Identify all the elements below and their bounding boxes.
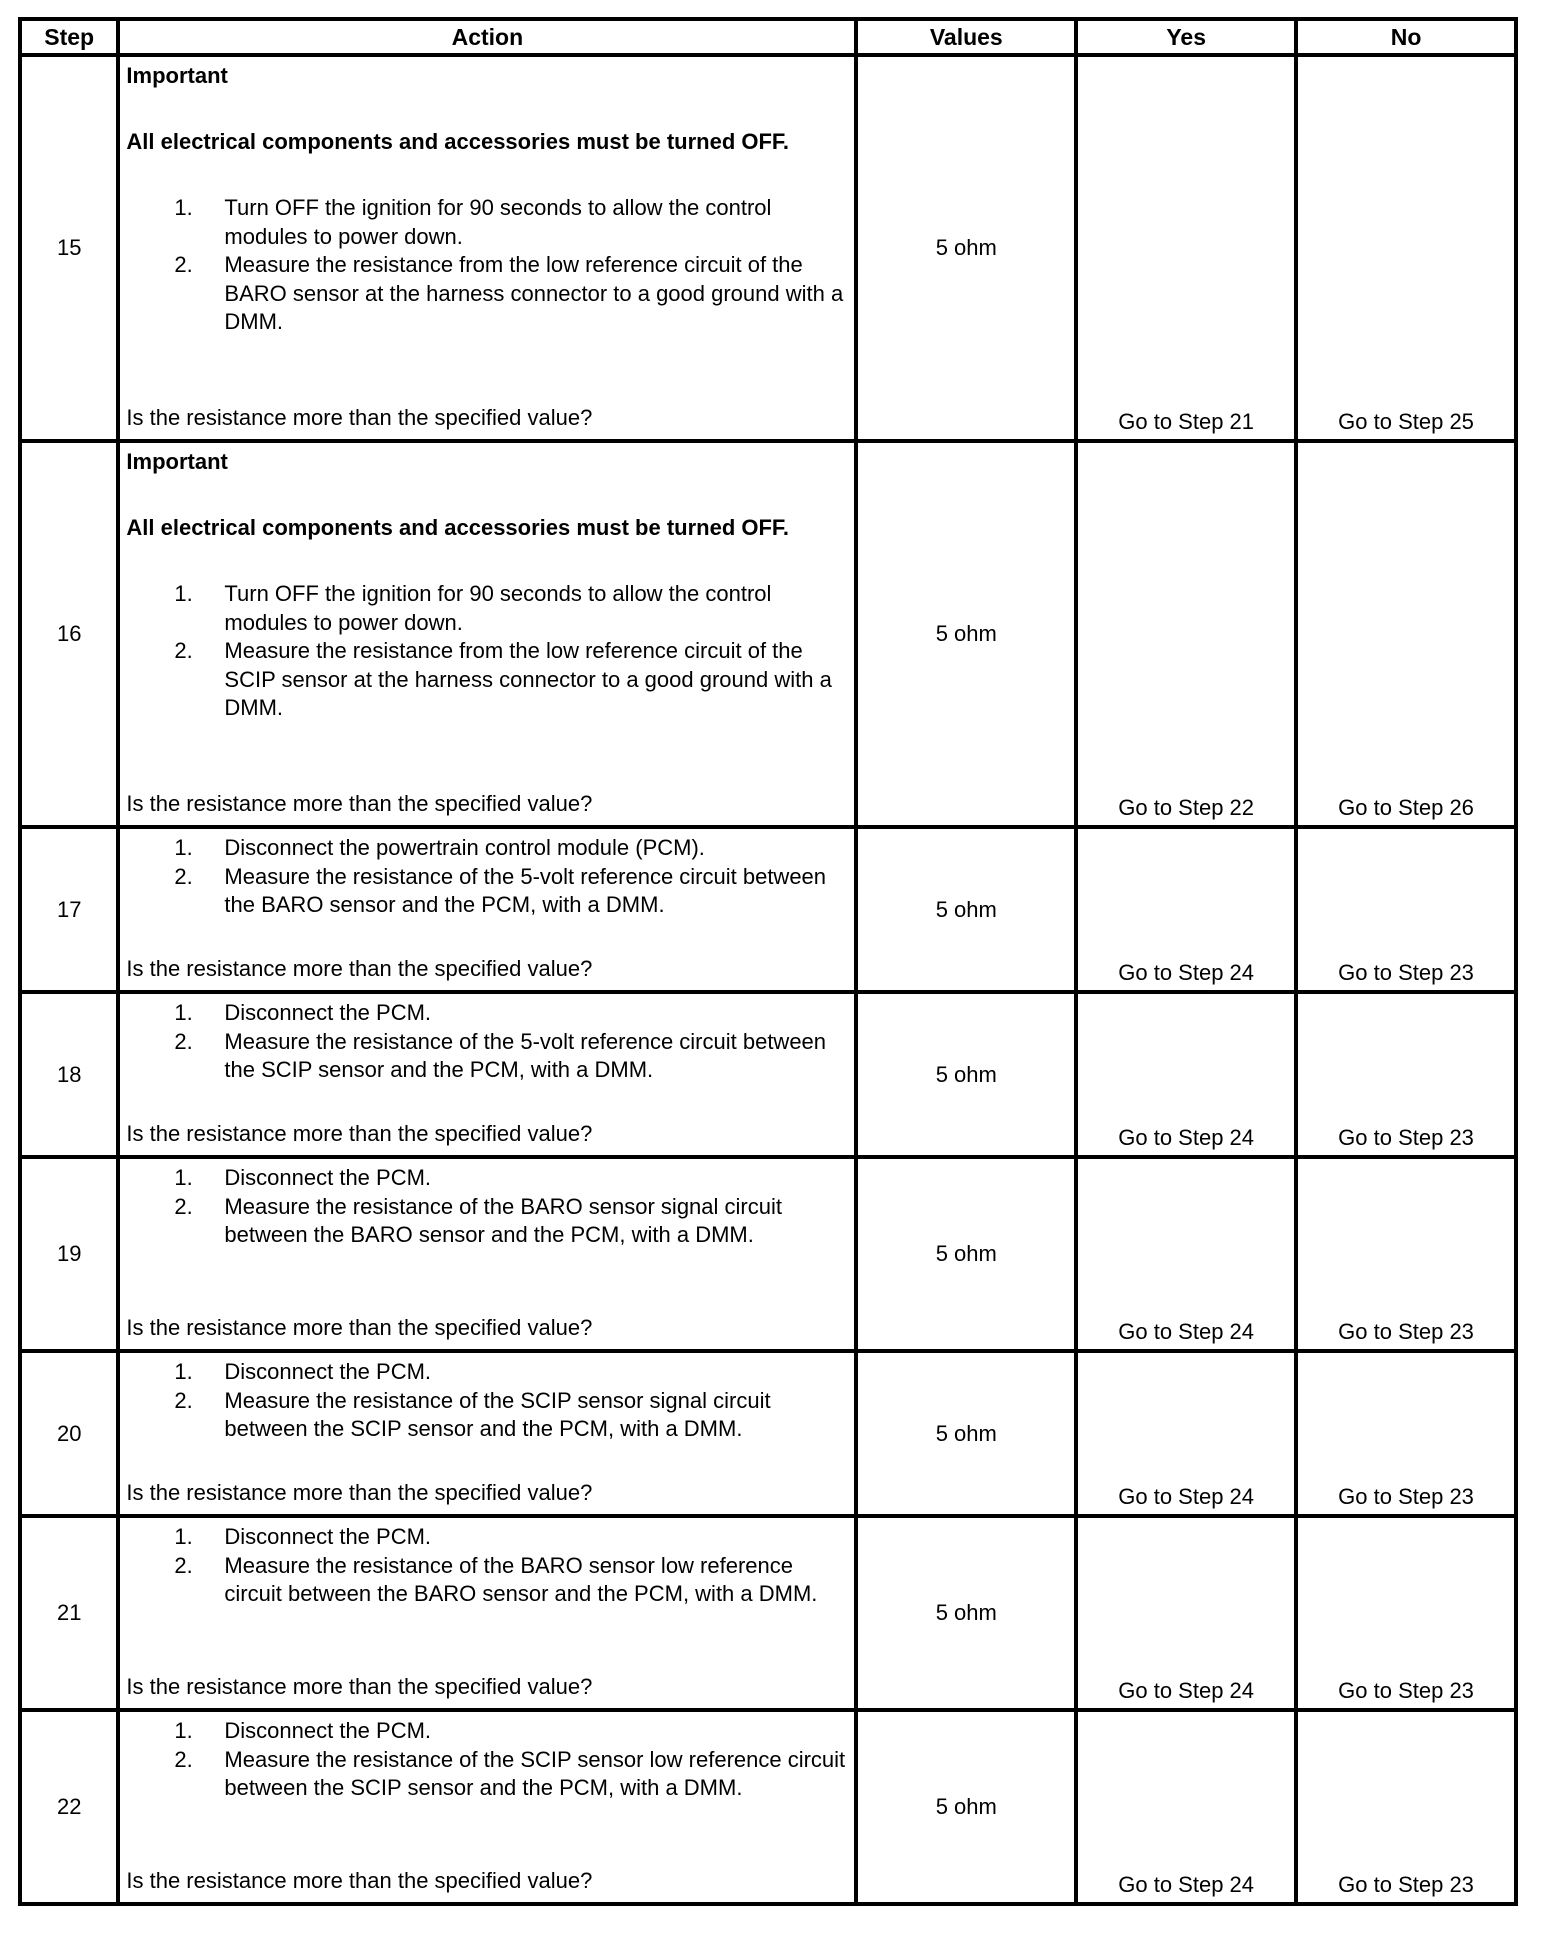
step-number: 21 — [20, 1516, 118, 1710]
no-goto: Go to Step 25 — [1338, 409, 1474, 434]
action-cell — [118, 1516, 856, 1710]
action-item-number: 2. — [174, 1387, 193, 1413]
yes-goto: Go to Step 24 — [1118, 960, 1255, 985]
action-item — [126, 863, 848, 920]
question-text: Is the resistance more than the specified value? — [126, 1315, 593, 1340]
header-no: No — [1296, 19, 1516, 55]
header-values: Values — [856, 19, 1076, 55]
no-cell — [1296, 992, 1516, 1157]
action-list — [126, 1523, 848, 1609]
yes-goto: Go to Step 24 — [1118, 1678, 1255, 1703]
action-item-number: 2. — [174, 863, 193, 889]
action-list — [126, 999, 848, 1085]
no-cell — [1296, 1710, 1516, 1904]
action-list — [126, 834, 848, 920]
action-item-text: Measure the resistance of the 5-volt reference circuit between the SCIP sensor and the PCM, with a DMM. — [224, 1028, 827, 1082]
table-row — [20, 1351, 1516, 1516]
yes-goto: Go to Step 22 — [1118, 795, 1255, 820]
no-cell — [1296, 1157, 1516, 1351]
action-item-text: Disconnect the PCM. — [224, 1359, 432, 1384]
action-item-number: 2. — [174, 1746, 193, 1772]
action-item-text: Disconnect the PCM. — [224, 1165, 432, 1190]
value-cell: 5 ohm — [856, 1710, 1076, 1904]
yes-cell — [1076, 1516, 1296, 1710]
action-cell — [118, 55, 856, 441]
header-yes: Yes — [1076, 19, 1296, 55]
action-item-text: Measure the resistance of the BARO sensor low reference circuit between the BARO sensor and the PCM, with a DMM. — [224, 1552, 818, 1606]
action-item-text: Measure the resistance of the BARO sensor signal circuit between the BARO sensor and the PCM, with a DMM. — [224, 1193, 782, 1247]
important-note: All electrical components and accessories must be turned OFF. — [126, 129, 790, 154]
action-item — [126, 1028, 848, 1085]
action-item-text: Measure the resistance of the 5-volt reference circuit between the BARO sensor and the PCM, with a DMM. — [224, 863, 827, 917]
no-cell — [1296, 55, 1516, 441]
question-text: Is the resistance more than the specified value? — [126, 1868, 593, 1893]
action-item — [126, 1552, 848, 1609]
value-cell: 5 ohm — [856, 827, 1076, 992]
important-note: All electrical components and accessories must be turned OFF. — [126, 515, 790, 540]
action-list — [126, 1717, 848, 1803]
yes-cell — [1076, 1710, 1296, 1904]
question-text: Is the resistance more than the specified value? — [126, 1121, 593, 1146]
action-item — [126, 1746, 848, 1803]
no-goto: Go to Step 23 — [1338, 1484, 1474, 1509]
diagnostic-table — [18, 17, 1518, 1906]
action-item-number: 1. — [174, 1000, 193, 1025]
action-item-number: 1. — [174, 1718, 193, 1743]
table-header-row — [20, 19, 1516, 55]
action-item-number: 1. — [174, 581, 193, 606]
value-cell: 5 ohm — [856, 441, 1076, 827]
action-item — [126, 1717, 848, 1746]
action-item-text: Measure the resistance of the SCIP sensor low reference circuit between the SCIP sensor and the PCM, with a DMM. — [224, 1746, 846, 1800]
no-goto: Go to Step 23 — [1338, 1872, 1474, 1897]
table-row — [20, 55, 1516, 441]
table-row — [20, 1710, 1516, 1904]
important-heading: Important — [126, 449, 228, 474]
no-cell — [1296, 1516, 1516, 1710]
yes-cell — [1076, 992, 1296, 1157]
header-action: Action — [118, 19, 856, 55]
action-item-text: Disconnect the PCM. — [224, 1000, 432, 1025]
action-item-number: 2. — [174, 1552, 193, 1578]
question-text: Is the resistance more than the specified value? — [126, 956, 593, 981]
action-cell — [118, 992, 856, 1157]
table-row — [20, 992, 1516, 1157]
step-number: 18 — [20, 992, 118, 1157]
diagnostic-table-container — [18, 17, 1518, 1906]
action-item — [126, 194, 848, 251]
action-cell — [118, 827, 856, 992]
action-item — [126, 251, 848, 337]
yes-cell — [1076, 1351, 1296, 1516]
yes-cell — [1076, 1157, 1296, 1351]
no-goto: Go to Step 23 — [1338, 1678, 1474, 1703]
yes-goto: Go to Step 24 — [1118, 1319, 1255, 1344]
action-item-number: 1. — [174, 195, 193, 220]
yes-cell — [1076, 55, 1296, 441]
step-number: 19 — [20, 1157, 118, 1351]
step-number: 22 — [20, 1710, 118, 1904]
step-number: 20 — [20, 1351, 118, 1516]
step-number: 17 — [20, 827, 118, 992]
action-list — [126, 580, 848, 723]
important-heading: Important — [126, 63, 228, 88]
action-item-number: 1. — [174, 1359, 193, 1384]
action-item-text: Turn OFF the ignition for 90 seconds to allow the control modules to power down. — [224, 195, 772, 249]
action-item-number: 2. — [174, 1193, 193, 1219]
table-row — [20, 827, 1516, 992]
action-item-text: Disconnect the PCM. — [224, 1718, 432, 1743]
yes-cell — [1076, 827, 1296, 992]
action-item — [126, 1358, 848, 1387]
table-row — [20, 1157, 1516, 1351]
action-item-text: Disconnect the powertrain control module (PCM). — [224, 835, 705, 860]
no-cell — [1296, 441, 1516, 827]
action-item-text: Disconnect the PCM. — [224, 1524, 432, 1549]
question-text: Is the resistance more than the specified value? — [126, 791, 593, 816]
value-cell: 5 ohm — [856, 992, 1076, 1157]
action-item — [126, 1387, 848, 1444]
action-cell — [118, 1157, 856, 1351]
action-item-text: Measure the resistance from the low reference circuit of the SCIP sensor at the harness connector to a good ground with a DMM. — [224, 638, 832, 720]
action-item — [126, 580, 848, 637]
table-row — [20, 441, 1516, 827]
question-text: Is the resistance more than the specified value? — [126, 405, 593, 430]
no-goto: Go to Step 23 — [1338, 1125, 1474, 1150]
no-cell — [1296, 1351, 1516, 1516]
action-item-number: 1. — [174, 1165, 193, 1190]
action-item-text: Measure the resistance of the SCIP sensor signal circuit between the SCIP sensor and the PCM, with a DMM. — [224, 1387, 771, 1441]
no-cell — [1296, 827, 1516, 992]
action-item-number: 2. — [174, 638, 193, 663]
action-list — [126, 194, 848, 337]
action-item — [126, 637, 848, 723]
yes-cell — [1076, 441, 1296, 827]
value-cell: 5 ohm — [856, 1157, 1076, 1351]
action-item — [126, 1164, 848, 1193]
step-number: 16 — [20, 441, 118, 827]
action-item-number: 1. — [174, 835, 193, 860]
yes-goto: Go to Step 24 — [1118, 1125, 1255, 1150]
no-goto: Go to Step 23 — [1338, 1319, 1474, 1344]
action-cell — [118, 1351, 856, 1516]
action-list — [126, 1358, 848, 1444]
action-list — [126, 1164, 848, 1250]
yes-goto: Go to Step 24 — [1118, 1872, 1255, 1897]
step-number: 15 — [20, 55, 118, 441]
yes-goto: Go to Step 21 — [1118, 409, 1255, 434]
action-item — [126, 1193, 848, 1250]
question-text: Is the resistance more than the specified value? — [126, 1480, 593, 1505]
action-item-text: Measure the resistance from the low reference circuit of the BARO sensor at the harness connector to a good ground with a DMM. — [224, 252, 844, 334]
question-text: Is the resistance more than the specified value? — [126, 1674, 593, 1699]
table-row — [20, 1516, 1516, 1710]
action-item-number: 2. — [174, 252, 193, 277]
action-item — [126, 1523, 848, 1552]
yes-goto: Go to Step 24 — [1118, 1484, 1255, 1509]
value-cell: 5 ohm — [856, 1516, 1076, 1710]
value-cell: 5 ohm — [856, 55, 1076, 441]
action-cell — [118, 441, 856, 827]
no-goto: Go to Step 26 — [1338, 795, 1474, 820]
header-step: Step — [20, 19, 118, 55]
action-item — [126, 999, 848, 1028]
action-item-text: Turn OFF the ignition for 90 seconds to allow the control modules to power down. — [224, 581, 772, 635]
action-item-number: 2. — [174, 1028, 193, 1054]
action-item — [126, 834, 848, 863]
no-goto: Go to Step 23 — [1338, 960, 1474, 985]
action-cell — [118, 1710, 856, 1904]
action-item-number: 1. — [174, 1524, 193, 1549]
value-cell: 5 ohm — [856, 1351, 1076, 1516]
